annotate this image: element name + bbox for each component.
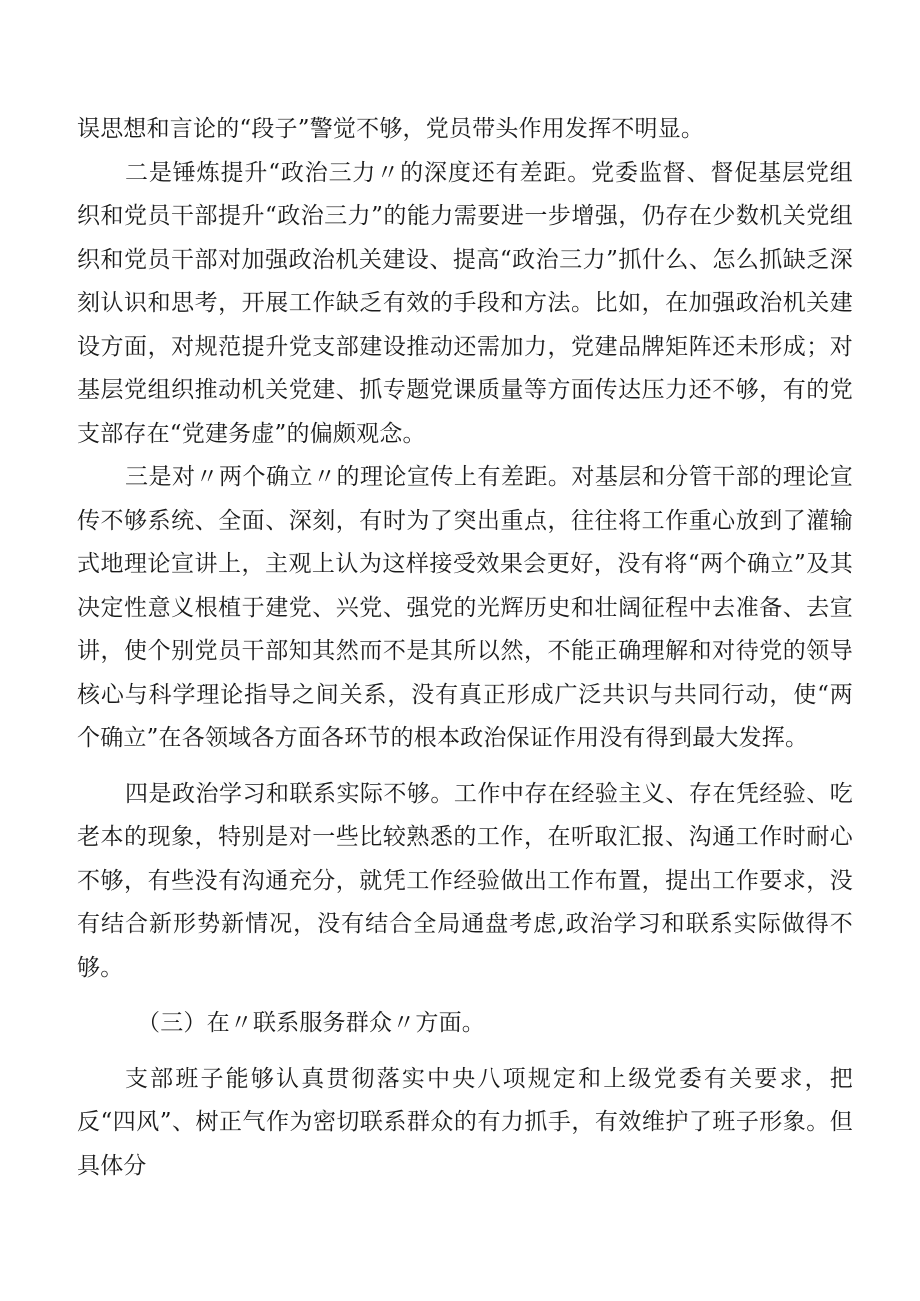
paragraph-two-establishments: 三是对〃两个确立〃的理论宣传上有差距。对基层和分管干部的理论宣传不够系统、全面、深刻，有时为了突出重点，往往将工作重心放到了灌输式地理论宣讲上，主观上认为这样接受效果会更好，没有将“两个确立”及其决定性意义根植于建党、兴党、强党的光辉历史和壮阔征程中去准备、去宣讲，使个别党员干部知其然而不是其所以然，不能正确理解和对待党的领导核心与科学理论指导之间关系，没有真正形成广泛共识与共同行动，使“两个确立”在各领域各方面各环节的根本政治保证作用没有得到最大发挥。 — [77, 464, 853, 751]
paragraph-branch-team: 支部班子能够认真贯彻落实中央八项规定和上级党委有关要求，把反“四风”、树正气作为密切联系群众的有力抓手，有效维护了班子形象。但具体分 — [77, 1065, 853, 1179]
paragraph-spacer — [77, 1046, 853, 1058]
paragraph-spacer — [77, 990, 853, 1002]
paragraph-political-three-abilities: 二是锤炼提升“政治三力〃的深度还有差距。党委监督、督促基层党组织和党员干部提升“政治三力”的能力需要进一步增强，仍存在少数机关党组织和党员干部对加强政治机关建设、提高“政治三力”抓什么、怎么抓缺乏深刻认识和思考，开展工作缺乏有效的手段和方法。比如，在加强政治机关建设方面，对规范提升党支部建设推动还需加力，党建品牌矩阵还未形成；对基层党组织推动机关党建、抓专题党课质量等方面传达压力还不够，有的党支部存在“党建务虚”的偏颇观念。 — [77, 159, 853, 447]
paragraph-continuation: 误思想和言论的“段子”警觉不够，党员带头作用发挥不明显。 — [77, 116, 705, 142]
document-body — [77, 108, 853, 1188]
section-heading-serving-masses: （三）在〃联系服务群众〃方面。 — [137, 1010, 485, 1036]
paragraph-spacer — [77, 761, 853, 773]
paragraph-political-study: 四是政治学习和联系实际不够。工作中存在经验主义、存在凭经验、吃老本的现象，特别是对一些比较熟悉的工作，在听取汇报、沟通工作时耐心不够，有些没有沟通充分，就凭工作经验做出工作布置，提出工作要求，没有结合新形势新情况，没有结合全局通盘考虑,政治学习和联系实际做得不够。 — [77, 780, 853, 981]
